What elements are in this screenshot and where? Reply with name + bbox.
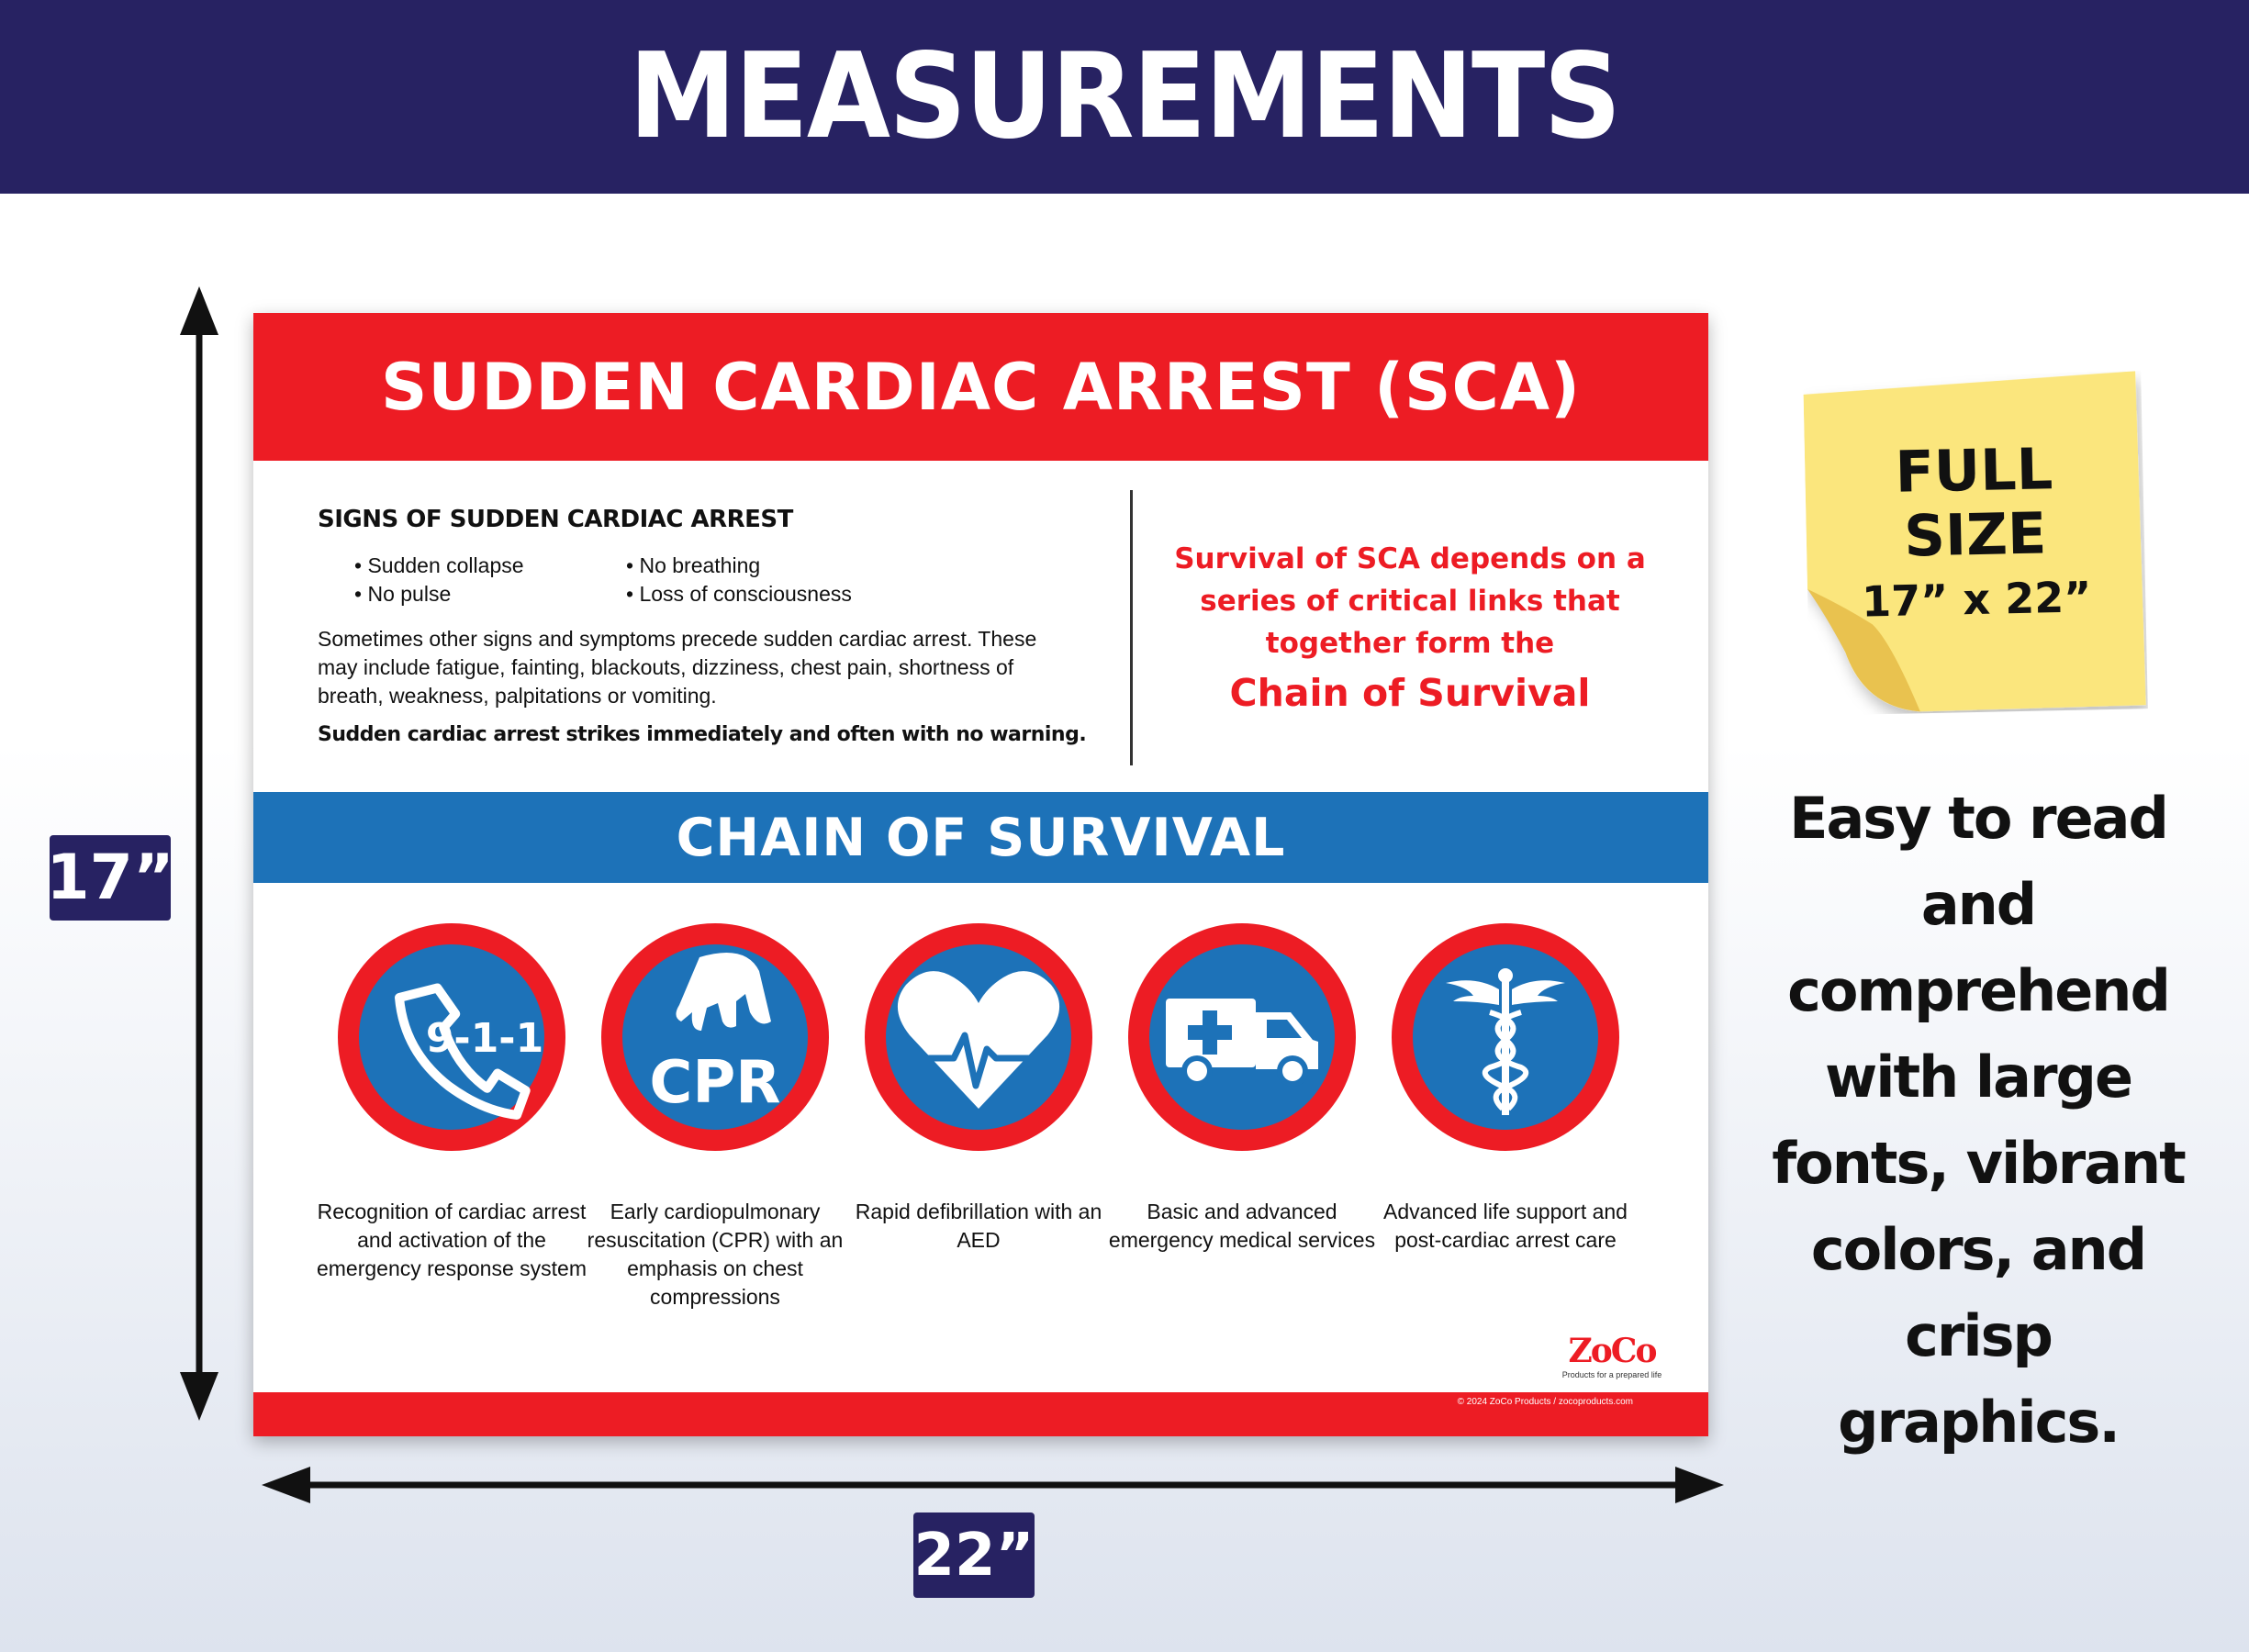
heart-pulse-icon (862, 921, 1095, 1154)
poster-header (253, 313, 1708, 461)
phone-icon-label: 9-1-1 (425, 1015, 544, 1062)
vertical-arrow-bottom-head (180, 1372, 218, 1421)
chain-link-ems (1104, 921, 1380, 1255)
link-caption: Basic and advanced emergency medical services (1108, 1200, 1376, 1252)
link-caption: Early cardiopulmonary resuscitation (CPR) with an emphasis on chest compressions (587, 1200, 844, 1309)
sign-item: • Sudden collapse (354, 553, 524, 578)
sticky-note-text (1805, 435, 2146, 635)
link-caption: Advanced life support and post-cardiac arrest care (1383, 1200, 1628, 1252)
link-caption: Recognition of cardiac arrest and activation of the emergency response system (316, 1200, 587, 1280)
signs-heading: SIGNS OF SUDDEN CARDIAC ARREST (318, 506, 793, 533)
caduceus-icon (1389, 921, 1622, 1154)
logo-tagline: Products for a prepared life (1561, 1370, 1662, 1379)
survival-statement (1153, 538, 1667, 721)
ambulance-icon (1125, 921, 1359, 1154)
chain-link-cpr (577, 921, 853, 1312)
copyright-text: © 2024 ZoCo Products / zocoproducts.com (1457, 1397, 1633, 1407)
sign-item: • No breathing (626, 553, 760, 578)
feature-description: Easy to read and comprehend with large fonts, vibrant colors, and crisp graphics. (1772, 785, 2185, 1456)
sticky-line-full: FULL (1894, 435, 2053, 506)
horizontal-arrow-right-head (1675, 1467, 1724, 1503)
sign-item: • No pulse (354, 582, 451, 607)
symptoms-paragraph: Sometimes other signs and symptoms precede sudden cardiac arrest. These may include fatigue, fainting, blackouts, dizziness, chest pain, shortness of breath, weakness, palpitations or vomiting. (318, 627, 1037, 708)
width-badge (913, 1512, 1035, 1598)
poster (253, 313, 1708, 1436)
poster-title: SUDDEN CARDIAC ARREST (SCA) (380, 349, 1582, 425)
signs-list (354, 553, 997, 618)
chain-band (253, 792, 1708, 883)
cpr-hands-icon (599, 921, 832, 1154)
width-label: 22” (913, 1521, 1035, 1590)
survival-chain-text: Chain of Survival (1229, 671, 1591, 715)
warning-line: Sudden cardiac arrest strikes immediately and often with no warning. (318, 723, 1087, 746)
link-caption: Rapid defibrillation with an AED (855, 1200, 1102, 1252)
vertical-arrow-top-head (180, 286, 218, 335)
height-label: 17” (46, 842, 174, 914)
phone-icon (335, 921, 568, 1154)
sticky-dimensions: 17” x 22” (1861, 572, 2092, 627)
height-badge (46, 835, 174, 921)
banner-title: MEASUREMENTS (629, 28, 1620, 165)
horizontal-arrow-left-head (262, 1467, 310, 1503)
survival-text: Survival of SCA depends on a series of critical links that together form the (1174, 542, 1646, 660)
sticky-note (1803, 371, 2148, 716)
cpr-icon-label: CPR (649, 1049, 781, 1117)
chain-link-als (1368, 921, 1643, 1255)
chain-title: CHAIN OF SURVIVAL (676, 807, 1286, 868)
sign-item: • Loss of consciousness (626, 582, 852, 607)
sticky-line-size: SIZE (1903, 499, 2048, 570)
signs-section (318, 506, 1346, 746)
logo-word: ZoCo (1568, 1332, 1656, 1370)
chain-link-aed (841, 921, 1116, 1255)
zoco-logo (1548, 1334, 1676, 1379)
section-divider (1130, 490, 1133, 765)
chain-link-911 (314, 921, 589, 1283)
